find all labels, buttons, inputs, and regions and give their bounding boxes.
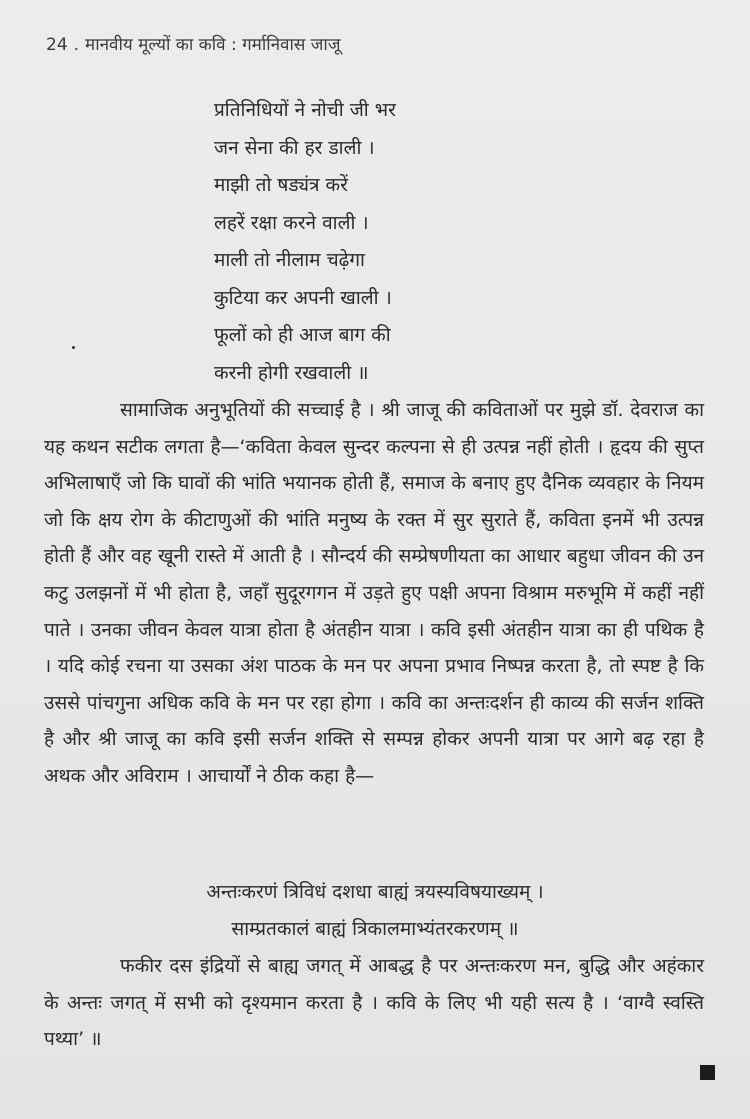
book-title: मानवीय मूल्यों का कवि : गर्मानिवास जाजू: [85, 35, 341, 55]
verse-line: अन्तःकरणं त्रिविधं दशधा बाह्यं त्रयस्यविषयाख्यम् ।: [206, 881, 544, 903]
poem-stanza: [214, 92, 396, 392]
sanskrit-verse: [0, 874, 750, 948]
poem-line: माझी तो षड्यंत्र करें: [214, 174, 348, 196]
poem-line: करनी होगी रखवाली ॥: [214, 361, 369, 384]
body-paragraph-1: सामाजिक अनुभूतियों की सच्चाई है । श्री जाजू की कविताओं पर मुझे डॉ. देवराज का यह कथन सटीक लगता है—‘कविता केवल सुन्दर कल्पना से ही उत्पन्न नहीं होती । हृदय की सुप्त अभिलाषाएँ जो कि घावों की भांति भयानक होती हैं, समाज के बनाए हुए दैनिक व्यवहार के नियम जो कि क्षय रोग के कीटाणुओं की भांति मनुष्य के रक्त में सुर सुराते हैं, कविता इनमें भी उत्पन्न होती हैं और वह खूनी रास्ते में आती है । सौन्दर्य की सम्प्रेषणीयता का आधार बहुधा जीवन की उन कटु उलझनों में भी होता है, जहाँ सुदूरगगन में उड़ते हुए पक्षी अपना विश्राम मरुभूमि में कहीं नहीं पाते । उनका जीवन केवल यात्रा होता है अंतहीन यात्रा । कवि इसी अंतहीन यात्रा का ही पथिक है । यदि कोई रचना या उसका अंश पाठक के मन पर अपना प्रभाव निष्पन्न करता है, तो स्पष्ट है कि उससे पांचगुना अधिक कवि के मन पर रहा होगा । कवि का अन्तःदर्शन ही काव्य की सर्जन शक्ति है और श्री जाजू का कवि इसी सर्जन शक्ति से सम्पन्न होकर अपनी यात्रा पर आगे बढ़ रहा है अथक और अविराम । आचार्यों ने ठीक कहा है—: [44, 399, 704, 787]
poem-line: प्रतिनिधियों ने नोची जी भर: [214, 99, 396, 121]
page-number: 24: [46, 35, 68, 55]
poem-line: फूलों को ही आज बाग की: [214, 324, 391, 346]
stray-mark: [72, 346, 75, 349]
poem-line: लहरें रक्षा करने वाली ।: [214, 211, 369, 234]
end-of-section-square-icon: [700, 1065, 715, 1080]
poem-line: माली तो नीलाम चढ़ेगा: [214, 249, 365, 271]
poem-line: कुटिया कर अपनी खाली ।: [214, 286, 392, 309]
verse-line: साम्प्रतकालं बाह्यं त्रिकालमाभ्यंतरकरणम् ॥: [231, 918, 519, 940]
running-header: 24 . मानवीय मूल्यों का कवि : गर्मानिवास जाजू: [46, 35, 341, 55]
poem-line: जन सेना की हर डाली ।: [214, 136, 375, 159]
body-paragraph-2: फकीर दस इंद्रियों से बाह्य जगत् में आबद्ध है पर अन्तःकरण मन, बुद्धि और अहंकार के अन्तः जगत् में सभी को दृश्यमान करता है । कवि के लिए भी यही सत्य है । ‘वाग्वै स्वस्ति पथ्या’ ॥: [44, 955, 704, 1051]
